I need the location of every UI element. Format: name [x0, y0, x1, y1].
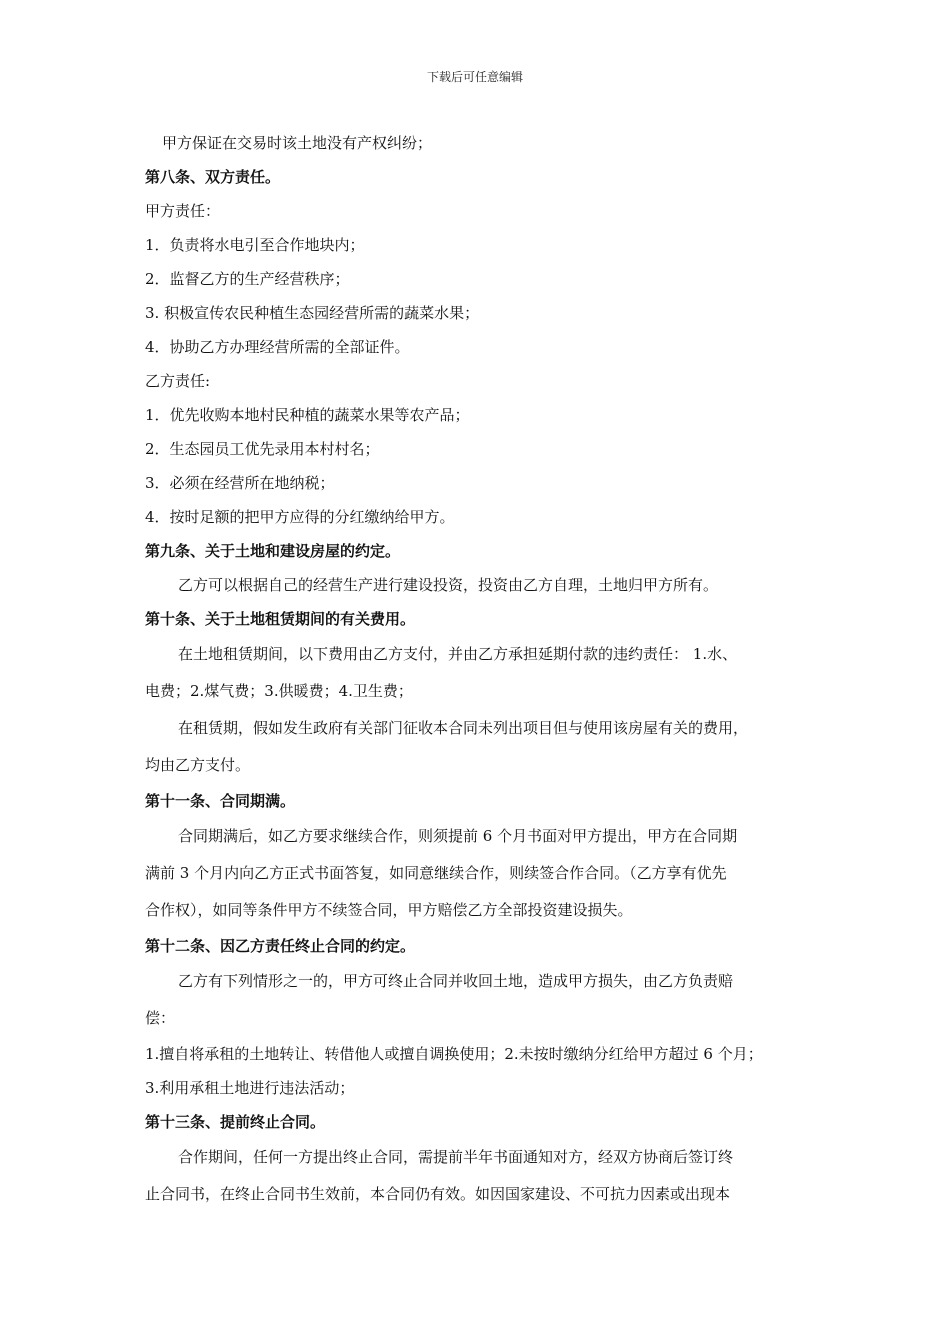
paragraph-line: 乙方有下列情形之一的，甲方可终止合同并收回土地，造成甲方损失，由乙方负责赔: [178, 972, 734, 990]
list-item: 3．必须在经营所在地纳税；: [145, 474, 335, 492]
section-heading-11: 第十一条、合同期满。: [145, 792, 296, 810]
paragraph-line: 止合同书，在终止合同书生效前，本合同仍有效。如因国家建设、不可抗力因素或出现本: [145, 1185, 731, 1203]
paragraph-line: 甲方责任：: [145, 202, 221, 220]
paragraph-line: 3.利用承租土地进行违法活动；: [145, 1079, 355, 1097]
paragraph-line: 乙方责任:: [145, 372, 211, 390]
list-item: 4．协助乙方办理经营所需的全部证件。: [145, 338, 410, 356]
list-item: 2．生态园员工优先录用本村村名；: [145, 440, 380, 458]
paragraph-line: 合作权），如同等条件甲方不续签合同，甲方赔偿乙方全部投资建设损失。: [145, 901, 633, 919]
list-item: 4．按时足额的把甲方应得的分红缴纳给甲方。: [145, 508, 455, 526]
list-item: 2．监督乙方的生产经营秩序；: [145, 270, 350, 288]
section-heading-8: 第八条、双方责任。: [145, 168, 281, 186]
paragraph-line: 满前 3 个月内向乙方正式书面答复，如同意继续合作，则续签合作合同。（乙方享有优先: [145, 864, 727, 882]
paragraph-line: 偿：: [145, 1009, 176, 1027]
paragraph-line: 均由乙方支付。: [145, 756, 251, 774]
page-header: 下载后可任意编辑: [426, 70, 523, 84]
paragraph-line: 在土地租赁期间，以下费用由乙方支付，并由乙方承担延期付款的违约责任： 1.水、: [178, 645, 738, 663]
section-heading-12: 第十二条、因乙方责任终止合同的约定。: [145, 937, 416, 955]
paragraph-line: 电费；2.煤气费；3.供暖费；4.卫生费；: [145, 682, 413, 700]
document-body: [145, 126, 817, 1213]
section-heading-10: 第十条、关于土地租赁期间的有关费用。: [145, 610, 416, 628]
list-item: 1．负责将水电引至合作地块内；: [145, 236, 365, 254]
list-item: 3. 积极宣传农民种植生态园经营所需的蔬菜水果；: [145, 304, 480, 322]
paragraph-line: 合作期间，任何一方提出终止合同，需提前半年书面通知对方，经双方协商后签订终: [178, 1148, 734, 1166]
section-heading-13: 第十三条、提前终止合同。: [145, 1113, 326, 1131]
paragraph-line: 甲方保证在交易时该土地没有产权纠纷；: [162, 134, 433, 152]
list-item: 1．优先收购本地村民种植的蔬菜水果等农产品；: [145, 406, 470, 424]
section-heading-9: 第九条、关于土地和建设房屋的约定。: [145, 542, 401, 560]
paragraph-line: 1.擅自将承租的土地转让、转借他人或擅自调换使用；2.未按时缴纳分红给甲方超过 6 个月；: [145, 1045, 763, 1063]
paragraph-line: 乙方可以根据自己的经营生产进行建设投资，投资由乙方自理，土地归甲方所有。: [178, 576, 719, 594]
paragraph-line: 合同期满后，如乙方要求继续合作，则须提前 6 个月书面对甲方提出，甲方在合同期: [178, 827, 738, 845]
paragraph-line: 在租赁期，假如发生政府有关部门征收本合同未列出项目但与使用该房屋有关的费用，: [178, 719, 749, 737]
